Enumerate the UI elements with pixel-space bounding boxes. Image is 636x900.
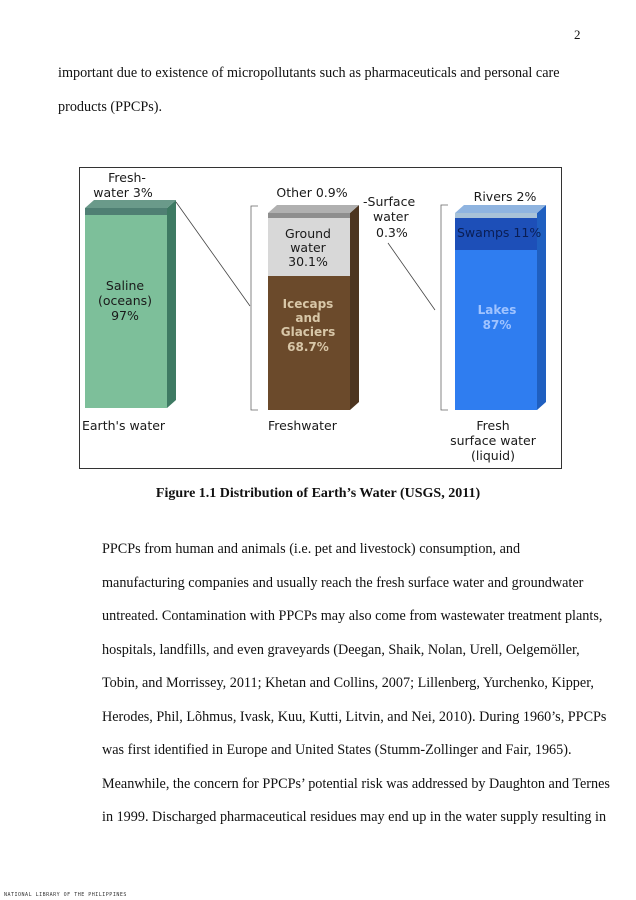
text-line: Herodes, Phil, Lõhmus, Ivask, Kuu, Kutti, Litvin, and Nei, 2010). During 1960’s, PPCPs [102, 708, 607, 725]
earths-water-label: Earth's water [82, 418, 166, 433]
library-watermark: NATIONAL LIBRARY OF THE PHILIPPINES [4, 892, 127, 898]
other-label: Other 0.9% [276, 185, 348, 200]
figure-caption: Figure 1.1 Distribution of Earth’s Water (USGS, 2011) [155, 486, 481, 501]
saline-label-line1: Saline [105, 278, 145, 293]
text-line: Meanwhile, the concern for PPCPs’ potential risk was addressed by Daughton and Ternes [102, 775, 610, 792]
icecaps-label-line3: Glaciers [280, 325, 336, 339]
freshwater-share-label-line2: water 3% [93, 185, 153, 200]
water-distribution-figure [79, 167, 562, 469]
text-line: in 1999. Discharged pharmaceutical residues may end up in the water supply resulting in [102, 809, 607, 825]
rivers-label: Rivers 2% [473, 189, 537, 204]
text-line: untreated. Contamination with PPCPs may also come from wastewater treatment plants, [102, 608, 603, 624]
freshwater-cap-segment [85, 208, 167, 215]
surface-water-label-line2: water [373, 209, 409, 224]
fresh-surface-water-label-line2: surface water [450, 433, 536, 448]
fresh-surface-water-label-line3: (liquid) [471, 448, 515, 463]
saline-label-line3: 97% [111, 308, 139, 323]
bar-top [268, 205, 359, 213]
groundwater-label-line3: 30.1% [288, 254, 328, 269]
groundwater-label-line1: Ground [285, 226, 331, 241]
bar-top [85, 200, 176, 208]
intro-paragraph [58, 57, 588, 124]
connector-line [176, 202, 250, 306]
bracket [441, 205, 448, 410]
icecaps-label-line2: and [295, 311, 321, 325]
icecaps-label-line4: 68.7% [287, 340, 329, 354]
text-line: PPCPs from human and animals (i.e. pet and livestock) consumption, and [102, 541, 521, 557]
connector-line [388, 243, 435, 310]
groundwater-label-line2: water [290, 240, 326, 255]
fresh-surface-water-label-line1: Fresh [476, 418, 510, 433]
freshwater-label: Freshwater [268, 418, 337, 433]
text-line: Tobin, and Morrissey, 2011; Khetan and Collins, 2007; Lillenberg, Yurchenko, Kipper, [102, 675, 594, 691]
figure-graphic [80, 168, 563, 470]
page-number: 2 [574, 27, 581, 42]
lakes-label-line1: Lakes [477, 303, 517, 317]
text-line: was first identified in Europe and United States (Stumm-Zollinger and Fair, 1965). [102, 742, 572, 758]
icecaps-label-line1: Icecaps [282, 297, 334, 311]
bracket [251, 206, 258, 410]
bar-top [455, 205, 546, 213]
swamps-label: Swamps 11% [457, 225, 542, 240]
rivers-segment [455, 213, 537, 218]
surface-water-label-line3: 0.3% [376, 225, 408, 240]
body-paragraph [58, 533, 610, 835]
text-line: manufacturing companies and usually reach the fresh surface water and groundwater [102, 574, 584, 591]
surface-water-label-line1: -Surface [363, 194, 416, 209]
lakes-label-line2: 87% [482, 318, 512, 332]
saline-label-line2: (oceans) [97, 293, 153, 308]
freshwater-share-label-line1: Fresh- [108, 170, 146, 185]
bar-side [350, 205, 359, 410]
bar-side [167, 200, 176, 408]
text-line: important due to existence of micropollutants such as pharmaceuticals and personal care [58, 65, 560, 81]
text-line: products (PPCPs). [58, 98, 163, 115]
other-segment [268, 213, 350, 218]
text-line: hospitals, landfills, and even graveyards (Deegan, Shaik, Nolan, Urell, Oelgemöller, [102, 641, 580, 658]
